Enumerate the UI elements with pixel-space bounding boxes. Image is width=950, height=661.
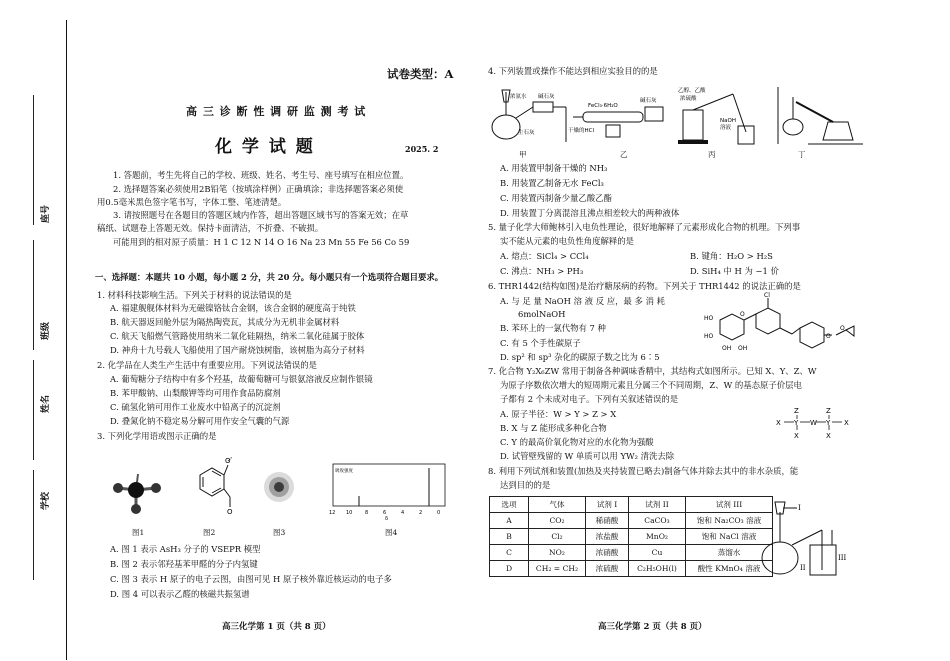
cell: 浓硝酸 [586, 545, 629, 561]
q4-option-d: D. 用装置丁分离混溶且沸点相差较大的两种液体 [500, 208, 680, 218]
q2-option-c: C. 硫氢化钠可用作工业废水中铅离子的沉淀剂 [110, 402, 281, 412]
instruction-line: 用0.5毫米黑色签字笔书写，字体工整、笔迹清楚。 [97, 197, 287, 207]
app-name-c: 丙 [708, 150, 716, 159]
cell: Cu [629, 545, 686, 561]
instruction-line: 2. 选择题答案必须使用2B铅笔（按填涂样例）正确填涂；非选择题答案必须使 [113, 184, 404, 194]
q8-apparatus [752, 490, 852, 585]
q4-option-c: C. 用装置丙制备少量乙酸乙酯 [500, 193, 612, 203]
q7-stem3: 子都有 2 个未成对电子。下列有关叙述错误的是 [500, 394, 679, 404]
q6-option-b: B. 苯环上的一氯代物有 7 种 [500, 323, 606, 333]
label-c1: 乙醇、乙酸 [678, 88, 706, 94]
struct-label: OH [738, 345, 748, 352]
app-name-b: 乙 [620, 150, 628, 159]
table-header-row [490, 497, 773, 513]
fig1-caption: 图1 [132, 528, 145, 537]
table-row [490, 545, 773, 561]
label-a1: 浓氨水 [510, 94, 527, 100]
q5-stem2: 实不能从元素的电负性角度解释的是 [500, 236, 634, 246]
nmr-tick: 12 [329, 510, 336, 516]
q1-option-c: C. 航天飞船燃气管路使用纳米二氧化硅隔热，纳米二氧化硅属于胶体 [110, 331, 365, 341]
class-label: 班级 [41, 321, 51, 340]
struct-atom: X [844, 419, 849, 427]
label-b1: FeCl₃·6H₂O [588, 103, 618, 109]
atomic-masses: 可能用到的相对原子质量：H 1 C 12 N 14 O 16 Na 23 Mn 55 Fe 56 Co 59 [113, 237, 410, 247]
q1-option-d: D. 神舟十九号载人飞船使用了国产耐烧蚀树脂，该树脂为高分子材料 [110, 345, 365, 355]
q2-stem: 2. 化学品在人类生产生活中有重要应用。下列说法错误的是 [97, 360, 318, 370]
cell: NO₂ [529, 545, 586, 561]
cell: A [490, 513, 529, 529]
nmr-xlabel: δ [385, 516, 389, 520]
struct-label: O [740, 311, 745, 318]
struct-atom: X [776, 419, 781, 427]
binding-line [66, 20, 67, 660]
struct-label: O [826, 333, 831, 340]
col-header: 选项 [490, 497, 529, 513]
fig4-nmr-spectrum [325, 460, 450, 520]
cell: 饱和 NaCl 溶液 [686, 529, 773, 545]
q3-option-a: A. 图 1 表示 AsH₃ 分子的 VSEPR 模型 [110, 544, 261, 554]
exam-date: 2025. 2 [405, 144, 439, 154]
page-title: 化 学 试 题 [215, 137, 315, 157]
q7-option-b: B. X 与 Z 能形成多种化合物 [500, 423, 607, 433]
q4-apparatus [488, 82, 868, 152]
cell: 浓盐酸 [586, 529, 629, 545]
struct-label: OH [722, 345, 732, 352]
table-row [490, 513, 773, 529]
svg-text:O: O [225, 457, 231, 465]
cell: Cl₂ [529, 529, 586, 545]
cell: CH₂ = CH₂ [529, 561, 586, 577]
struct-atom: X [826, 432, 831, 440]
q7-stem2: 为原子序数依次增大的短周期元素且分属三个不同周期，Z、W 的基态原子价层电 [500, 380, 802, 390]
cell: 饱和 Na₂CO₃ 溶液 [686, 513, 773, 529]
q4-stem: 4. 下列装置或操作不能达到相应实验目的的是 [488, 66, 658, 76]
fig3-electron-cloud [258, 466, 300, 508]
cell: 稀硝酸 [586, 513, 629, 529]
svg-text:O: O [227, 508, 233, 515]
q4-option-a: A. 用装置甲制备干燥的 NH₃ [500, 163, 608, 173]
name-label: 姓名 [41, 394, 51, 413]
q1-stem: 1. 材料科技影响生活。下列关于材料的说法错误的是 [97, 290, 292, 300]
fig3-caption: 图3 [273, 528, 286, 537]
cell: 蒸馏水 [686, 545, 773, 561]
nmr-tick: 2 [419, 510, 423, 516]
fig2-structure [180, 455, 240, 515]
cell: CaCO₃ [629, 513, 686, 529]
label-a3: 生石灰 [518, 130, 535, 136]
cell: C₂H₅OH(l) [629, 561, 686, 577]
school-line [33, 470, 34, 580]
label-c2: 浓硫酸 [680, 96, 697, 102]
q5-option-c: C. 沸点：NH₃ > PH₃ [500, 266, 584, 276]
q5-stem: 5. 量子化学大师鲍林引入电负性理论，很好地解释了元素形成化合物的机理。下列事 [488, 222, 801, 232]
label-a2: 碱石灰 [538, 94, 555, 100]
cell: MnO₂ [629, 529, 686, 545]
struct-label: O [840, 325, 845, 332]
label-b3: 干燥的HCl [568, 128, 595, 134]
q5-option-d: D. SiH₄ 中 H 为 −1 价 [690, 266, 779, 276]
q2-option-b: B. 苯甲酸钠、山梨酸钾等均可用作食品防腐剂 [110, 388, 281, 398]
q6-thr1442-structure [700, 290, 860, 358]
name-line [33, 360, 34, 460]
q8-stem2: 达到目的的是 [500, 480, 551, 490]
nmr-ylabel: 吸收强度 [335, 469, 353, 474]
fig2-caption: 图2 [203, 528, 216, 537]
q2-option-d: D. 叠氮化钠不稳定易分解可用作安全气囊的气源 [110, 416, 290, 426]
q4-option-b: B. 用装置乙制备无水 FeCl₃ [500, 178, 604, 188]
struct-atom: Z [794, 407, 799, 415]
q2-option-a: A. 葡萄糖分子结构中有多个羟基，故葡萄糖可与银氨溶液反应制作银镜 [110, 374, 373, 384]
struct-label: Cl [764, 292, 770, 299]
table-row [490, 561, 773, 577]
struct-label: HO [704, 315, 714, 322]
q6-option-c: C. 有 5 个手性碳原子 [500, 338, 581, 348]
cell: D [490, 561, 529, 577]
q5-option-a: A. 熔点：SiCl₄ > CCl₄ [500, 251, 589, 261]
q5-option-b: B. 键角：H₂O > H₂S [690, 251, 773, 261]
cell: B [490, 529, 529, 545]
fig4-caption: 图4 [385, 528, 398, 537]
app-name-d: 丁 [798, 150, 806, 159]
cell: C [490, 545, 529, 561]
school-label: 学校 [41, 491, 51, 510]
fig1-molecule-model [108, 470, 168, 515]
cell: 浓硫酸 [586, 561, 629, 577]
q7-option-d: D. 试管壁残留的 W 单质可以用 YW₂ 清洗去除 [500, 451, 675, 461]
q3-stem: 3. 下列化学用语或图示正确的是 [97, 431, 217, 441]
struct-atom: X [794, 432, 799, 440]
cell: 酸性 KMnO₄ 溶液 [686, 561, 773, 577]
nmr-tick: 0 [437, 510, 441, 516]
q7-option-a: A. 原子半径：W > Y > Z > X [500, 409, 617, 419]
nmr-tick: 10 [346, 510, 353, 516]
q8-table [489, 496, 773, 577]
class-line [33, 240, 34, 350]
q6-option-a: A. 与 足 量 NaOH 溶 液 反 应，最 多 消 耗 [500, 296, 665, 306]
instruction-line: 1. 答题前，考生先将自己的学校、班级、姓名、考生号、座号填写在相应位置。 [113, 170, 409, 180]
q7-stem: 7. 化合物 Y₂X₆ZW 常用于制备各种调味香精中，其结构式如图所示。已知 X、Y、Z、W [488, 366, 817, 376]
app-label: II [800, 564, 806, 572]
label-b2: 碱石灰 [640, 98, 657, 104]
seat-line [33, 95, 34, 225]
col-header: 试剂 III [686, 497, 773, 513]
app-name-a: 甲 [519, 150, 527, 159]
q7-structural-formula [772, 402, 862, 444]
struct-atom: Z [826, 407, 831, 415]
col-header: 试剂 I [586, 497, 629, 513]
col-header: 试剂 II [629, 497, 686, 513]
q3-option-b: B. 图 2 表示邻羟基苯甲醛的分子内氢键 [110, 559, 258, 569]
paper-type: 试卷类型：A [387, 67, 454, 81]
q7-option-c: C. Y 的最高价氧化物对应的水化物为强酸 [500, 437, 654, 447]
struct-atom: Y [826, 419, 831, 427]
q8-stem: 8. 利用下列试剂和装置(加热及夹持装置已略去)制备气体并除去其中的非水杂质，能 [488, 466, 799, 476]
label-c4: 溶液 [720, 125, 732, 131]
seat-label: 座号 [41, 204, 51, 223]
app-label: I [798, 504, 801, 512]
q6-option-d: D. sp² 和 sp³ 杂化的碳原子数之比为 6∶5 [500, 352, 660, 362]
nmr-tick: 4 [401, 510, 405, 516]
struct-label: HO [704, 333, 714, 340]
cell: CO₂ [529, 513, 586, 529]
nmr-tick: 6 [383, 510, 387, 516]
q1-option-a: A. 福建舰舰体材料为无磁镍铬钛合金钢，该合金钢的硬度高于纯铁 [110, 303, 356, 313]
q6-stem: 6. THR1442(结构如图)是治疗糖尿病的药物。下列关于 THR1442 的说法正确的是 [488, 281, 801, 291]
table-row [490, 529, 773, 545]
label-c3: NaOH [720, 118, 736, 124]
footer-right: 高三化学第 2 页（共 8 页） [598, 622, 707, 632]
q1-option-b: B. 航天器返回舱外层为隔热陶瓷瓦，其成分为无机非金属材料 [110, 317, 340, 327]
struct-atom: Y [794, 419, 799, 427]
instruction-line: 稿纸、试题卷上答题无效。保持卡面清洁，不折叠、不破损。 [97, 223, 324, 233]
q3-option-d: D. 图 4 可以表示乙醛的核磁共振氢谱 [110, 589, 250, 599]
nmr-tick: 8 [365, 510, 369, 516]
q3-option-c: C. 图 3 表示 H 原子的电子云图，由图可见 H 原子核外靠近核运动的电子多 [110, 574, 392, 584]
q6-option-a-cont: 6molNaOH [518, 309, 566, 319]
struct-atom: W [810, 419, 817, 427]
exam-title: 高 三 诊 断 性 调 研 监 测 考 试 [186, 105, 367, 118]
app-label: III [838, 554, 847, 562]
col-header: 气体 [529, 497, 586, 513]
section-heading: 一、选择题：本题共 10 小题，每小题 2 分，共 20 分。每小题只有一个选项符合题目要求。 [95, 272, 444, 282]
footer-left: 高三化学第 1 页（共 8 页） [222, 622, 331, 632]
instruction-line: 3. 请按照题号在各题目的答题区域内作答，超出答题区域书写的答案无效；在草 [113, 210, 409, 220]
